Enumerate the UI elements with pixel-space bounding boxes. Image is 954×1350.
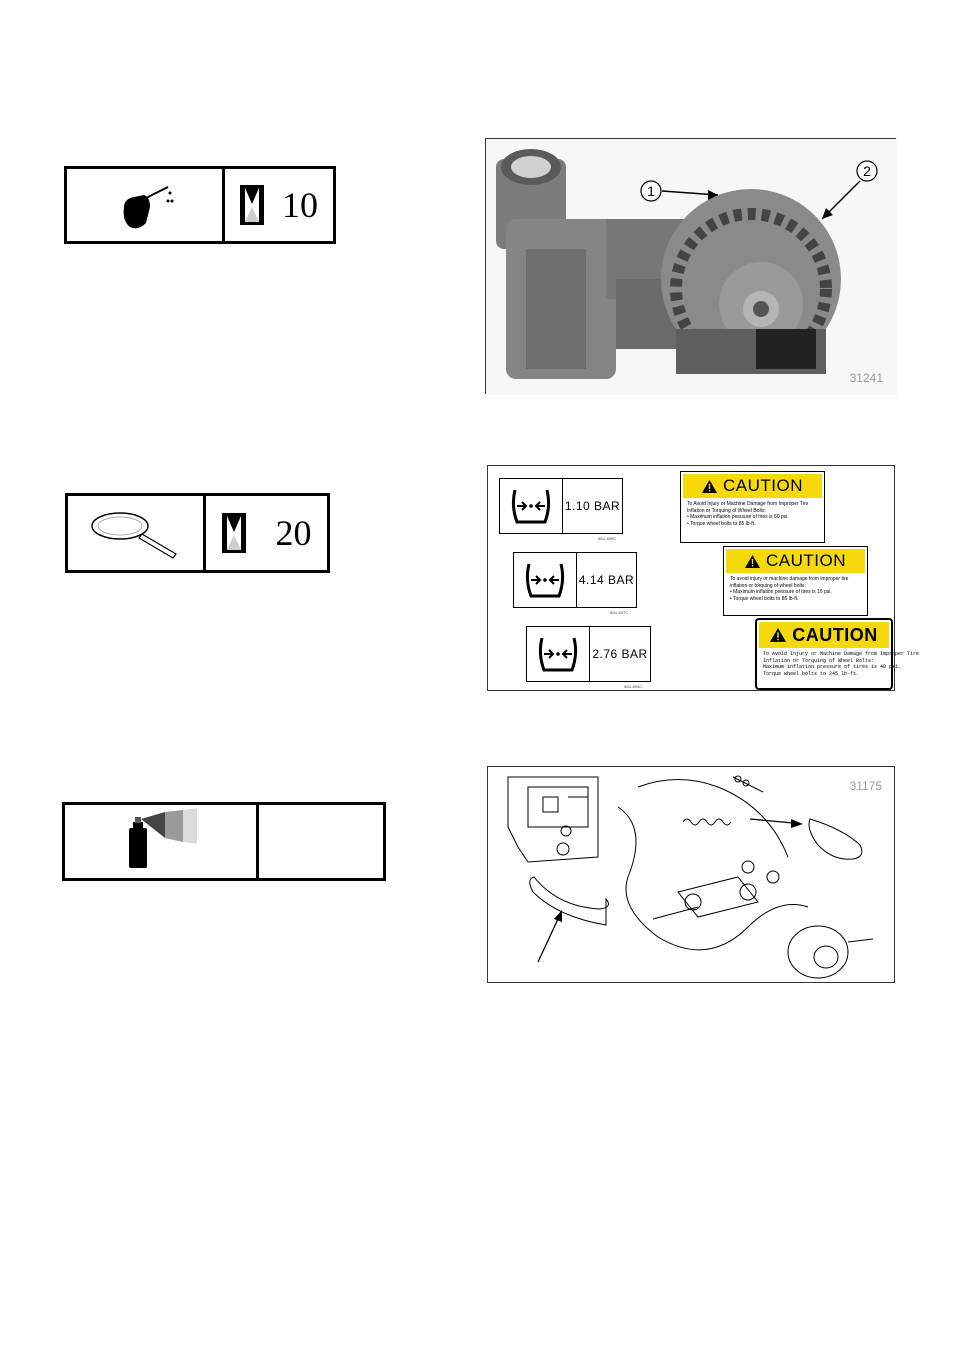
hourglass-icon <box>240 185 264 225</box>
tire-pressure-label <box>513 552 637 608</box>
tire-pressure-label <box>526 626 651 682</box>
callout-1: 1 <box>647 183 655 199</box>
tire-icon-cell <box>514 553 577 607</box>
magnifying-glass-icon <box>88 506 184 560</box>
decal-code: 86U-898C <box>624 684 643 689</box>
gearbox-photo <box>485 138 896 394</box>
tire-pressure-icon <box>509 484 553 528</box>
callout-2: 2 <box>863 163 871 179</box>
warning-triangle-icon <box>770 628 786 642</box>
time-value: 20 <box>275 513 312 553</box>
tire-icon-cell <box>527 627 590 681</box>
exploded-view-drawing <box>487 766 895 983</box>
decal-code: 86U-899C <box>598 536 617 541</box>
caution-title: CAUTION <box>766 551 846 570</box>
caution-header <box>759 622 889 648</box>
tire-icon-cell <box>500 479 563 533</box>
caution-header <box>726 549 865 573</box>
tire-pressure-icon <box>536 632 580 676</box>
lubrication-time-box <box>64 166 336 244</box>
caution-text: To Avoid Injury or Machine Damage from Improper Tire Inflation or Torquing of Wheel Bolts: • Maximum inflation pressure of tires is 60 psi. • Torque wheel bolts to 85 lb-ft. <box>687 501 809 527</box>
caution-text: To Avoid Injury or Machine Damage from Improper Tire Inflation or Torquing of Wheel Bolts: Maximum inflation pressure of tires is 40 psi. Torque wheel bolts to 245 lb-ft. <box>763 651 920 677</box>
time-cell <box>222 169 333 241</box>
oil-can-icon <box>110 177 180 233</box>
warning-triangle-icon <box>745 555 760 568</box>
caution-title: CAUTION <box>723 476 803 495</box>
time-value: 10 <box>282 185 318 225</box>
spray-can-cell <box>65 805 256 878</box>
hourglass-icon <box>222 513 246 553</box>
empty-cell <box>256 805 383 878</box>
caution-text: To avoid injury or machine damage from improper tire inflation or torquing of wheel bolts: • Maximum inflation pressure of tires is 16 psi. • Torque wheel bolts to 85 lb-ft. <box>730 576 849 602</box>
magnifier-cell <box>68 496 203 570</box>
inspection-time-box <box>65 493 330 573</box>
tire-pressure-label <box>499 478 623 534</box>
caution-decal <box>723 546 868 616</box>
figure-number: 31175 <box>849 779 882 793</box>
warning-triangle-icon <box>702 480 717 493</box>
time-cell <box>203 496 327 570</box>
pressure-value: 2.76 BAR <box>592 647 648 661</box>
caution-decal <box>755 618 920 690</box>
caution-title: CAUTION <box>792 624 878 645</box>
pressure-value: 4.14 BAR <box>578 573 635 587</box>
pressure-value: 1.10 BAR <box>564 499 621 513</box>
decal-figure <box>487 465 920 691</box>
tire-pressure-icon <box>523 558 567 602</box>
spray-lubricant-box <box>62 802 386 881</box>
caution-header <box>683 474 822 498</box>
figure-number: 31241 <box>849 371 883 385</box>
decal-code: 86U-897C <box>610 610 629 615</box>
caution-decal <box>680 471 825 543</box>
drive-assembly-diagram <box>488 767 896 984</box>
gearbox-illustration <box>486 139 897 395</box>
oil-can-cell <box>67 169 222 241</box>
spray-can-icon <box>121 814 201 870</box>
